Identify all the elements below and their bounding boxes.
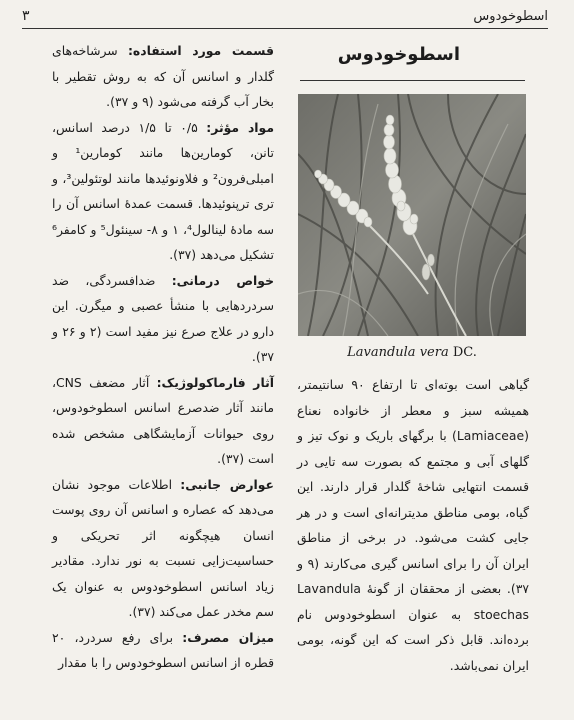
- section-label: میزان مصرف:: [182, 629, 274, 645]
- section-label: مواد مؤثر:: [206, 119, 274, 135]
- entry-title: اسطوخودوس: [337, 44, 460, 65]
- section-text: سرشاخه‌های گلدار و اسانس آن که به روش تقطیر با بخار آب گرفته می‌شود (۹ و ۳۷).: [52, 43, 274, 109]
- section-text: ضدافسردگی، ضد سردردهایی با منشأ عصبی و میگرن. این دارو در علاج صرع نیز مفید است (۲ و ۲۶ و ۳۷).: [52, 272, 274, 364]
- page-number: ۳: [22, 8, 30, 24]
- caption-species: Lavandula vera: [347, 345, 449, 360]
- header-rule: [22, 28, 548, 29]
- photo-caption: [298, 345, 526, 360]
- right-column: [297, 372, 529, 678]
- lavender-photo: [298, 94, 526, 336]
- caption-author: DC.: [452, 345, 477, 360]
- section-label: آثار فارماکولوژیک:: [156, 374, 274, 390]
- section-dosage: [52, 625, 274, 676]
- plant-description: گیاهی است بوته‌ای تا ارتفاع ۹۰ سانتیمتر، همیشه سبز و معطر از خانواده نعناع (Lamiaceae) با برگهای باریک و نوک تیز و گلهای آبی و مجتمع که بصورت سه تایی در قسمت انتهایی شاخهٔ گلدار قرار دارند. این گیاه، بومی مناطق مدیترانه‌ای است و در هر جایی کشت می‌شود. در برخی از مناطق ایران آن را برای اسانس گیری می‌کارند (۹ و ۳۷). بعضی از محققان از گونهٔ Lavandula stoechas به عنوان اسطوخودوس نام برده‌اند. قابل ذکر است که این گونه، بومی ایران نمی‌باشد.: [297, 377, 530, 673]
- page-header: [22, 4, 548, 28]
- running-title: اسطوخودوس: [473, 8, 548, 24]
- section-used-parts: [52, 38, 274, 115]
- section-label: خواص درمانی:: [171, 272, 274, 288]
- title-rule: [300, 80, 525, 81]
- lavender-illustration: [298, 94, 526, 336]
- section-side-effects: [52, 472, 274, 625]
- section-label: عوارض جانبی:: [180, 476, 274, 492]
- section-pharmacology: [52, 370, 274, 472]
- section-text: آثار مضعف CNS، مانند آثار ضدصرع اسانس اسطوخودوس، روی حیوانات آزمایشگاهی مشخص شده است (۳۷).: [52, 374, 274, 466]
- section-active-compounds: [52, 115, 274, 268]
- section-label: قسمت مورد استفاده:: [127, 43, 274, 58]
- section-text: ۰/۵ تا ۱/۵ درصد اسانس، تانن، کومارین‌ها مانند کومارین¹ و امبلی‌فرون² و فلاونوئیدها مانند لوتئولین³، و تری ترپنوئیدها. قسمت عمدهٔ اسانس آن را سه مادهٔ لینالول⁴، ۱ و ۸- سینئول⁵ و کامفر⁶ تشکیل می‌دهد (۳۷).: [52, 119, 274, 262]
- left-column: [52, 38, 274, 676]
- section-therapeutic: [52, 268, 274, 370]
- section-text: برای رفع سردرد، ۲۰ قطره از اسانس اسطوخودوس را با مقدار: [52, 629, 274, 670]
- section-text: اطلاعات موجود نشان می‌دهد که عصاره و اسانس آن روی پوست انسان هیچگونه اثر تحریکی و حساسیت‌زایی نسبت به نور ندارد. مقادیر زیاد اسانس اسطوخودوس به عنوان یک سم مخدر عمل می‌کند (۳۷).: [52, 476, 274, 619]
